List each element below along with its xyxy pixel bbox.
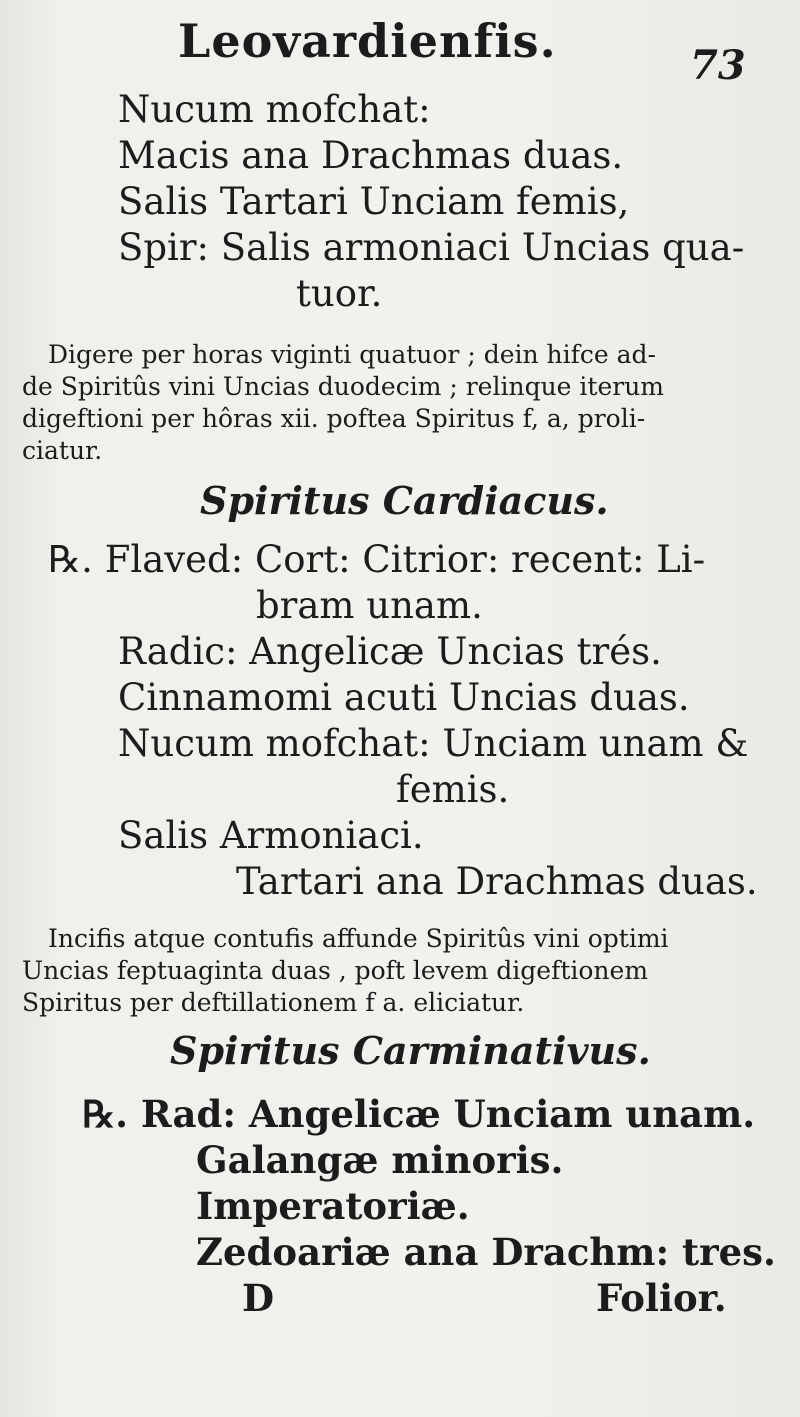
recipe-line: Tartari ana Drachmas duas. [236,860,758,903]
catchword: Folior. [596,1276,727,1320]
signature-mark: D [242,1276,275,1320]
instruction-line: digeftioni per hôras xii. poftea Spiritus f, a, proli- [22,404,646,433]
instruction-line: Incifis atque contufis affunde Spiritûs vini optimi [48,924,669,953]
instruction-line: Uncias feptuaginta duas , poft levem digeftionem [22,956,649,985]
recipe-line: bram unam. [256,584,483,627]
instruction-line: ciatur. [22,436,103,465]
recipe-line: Galangæ minoris. [196,1138,564,1182]
instruction-line: Spiritus per deftillationem f a. eliciatur. [22,988,525,1017]
recipe-line: Macis ana Drachmas duas. [118,134,624,177]
recipe-line: Radic: Angelicæ Uncias trés. [118,630,662,673]
recipe-line: Imperatoriæ. [196,1184,470,1228]
page-number: 73 [690,42,746,89]
recipe-line: Cinnamomi acuti Uncias duas. [118,676,690,719]
recipe-line: Zedoariæ ana Drachm: tres. [196,1230,776,1274]
recipe-line: Spir: Salis armoniaci Uncias qua- [118,226,745,269]
section-heading: Spiritus Carminativus. [170,1028,651,1073]
section-heading: Spiritus Cardiacus. [200,478,609,523]
recipe-line: tuor. [296,272,383,315]
recipe-line: ℞. Rad: Angelicæ Unciam unam. [82,1092,756,1136]
instruction-line: Digere per horas viginti quatuor ; dein hifce ad- [48,340,656,369]
running-header: Leovardienfis. [178,14,557,68]
recipe-line: ℞. Flaved: Cort: Citrior: recent: Li- [48,538,706,581]
recipe-line: Salis Tartari Unciam femis, [118,180,630,223]
recipe-line: femis. [396,768,510,811]
recipe-line: Nucum mofchat: Unciam unam & [118,722,749,765]
recipe-line: Salis Armoniaci. [118,814,424,857]
recipe-line: Nucum mofchat: [118,88,431,131]
instruction-line: de Spiritûs vini Uncias duodecim ; relinque iterum [22,372,665,401]
